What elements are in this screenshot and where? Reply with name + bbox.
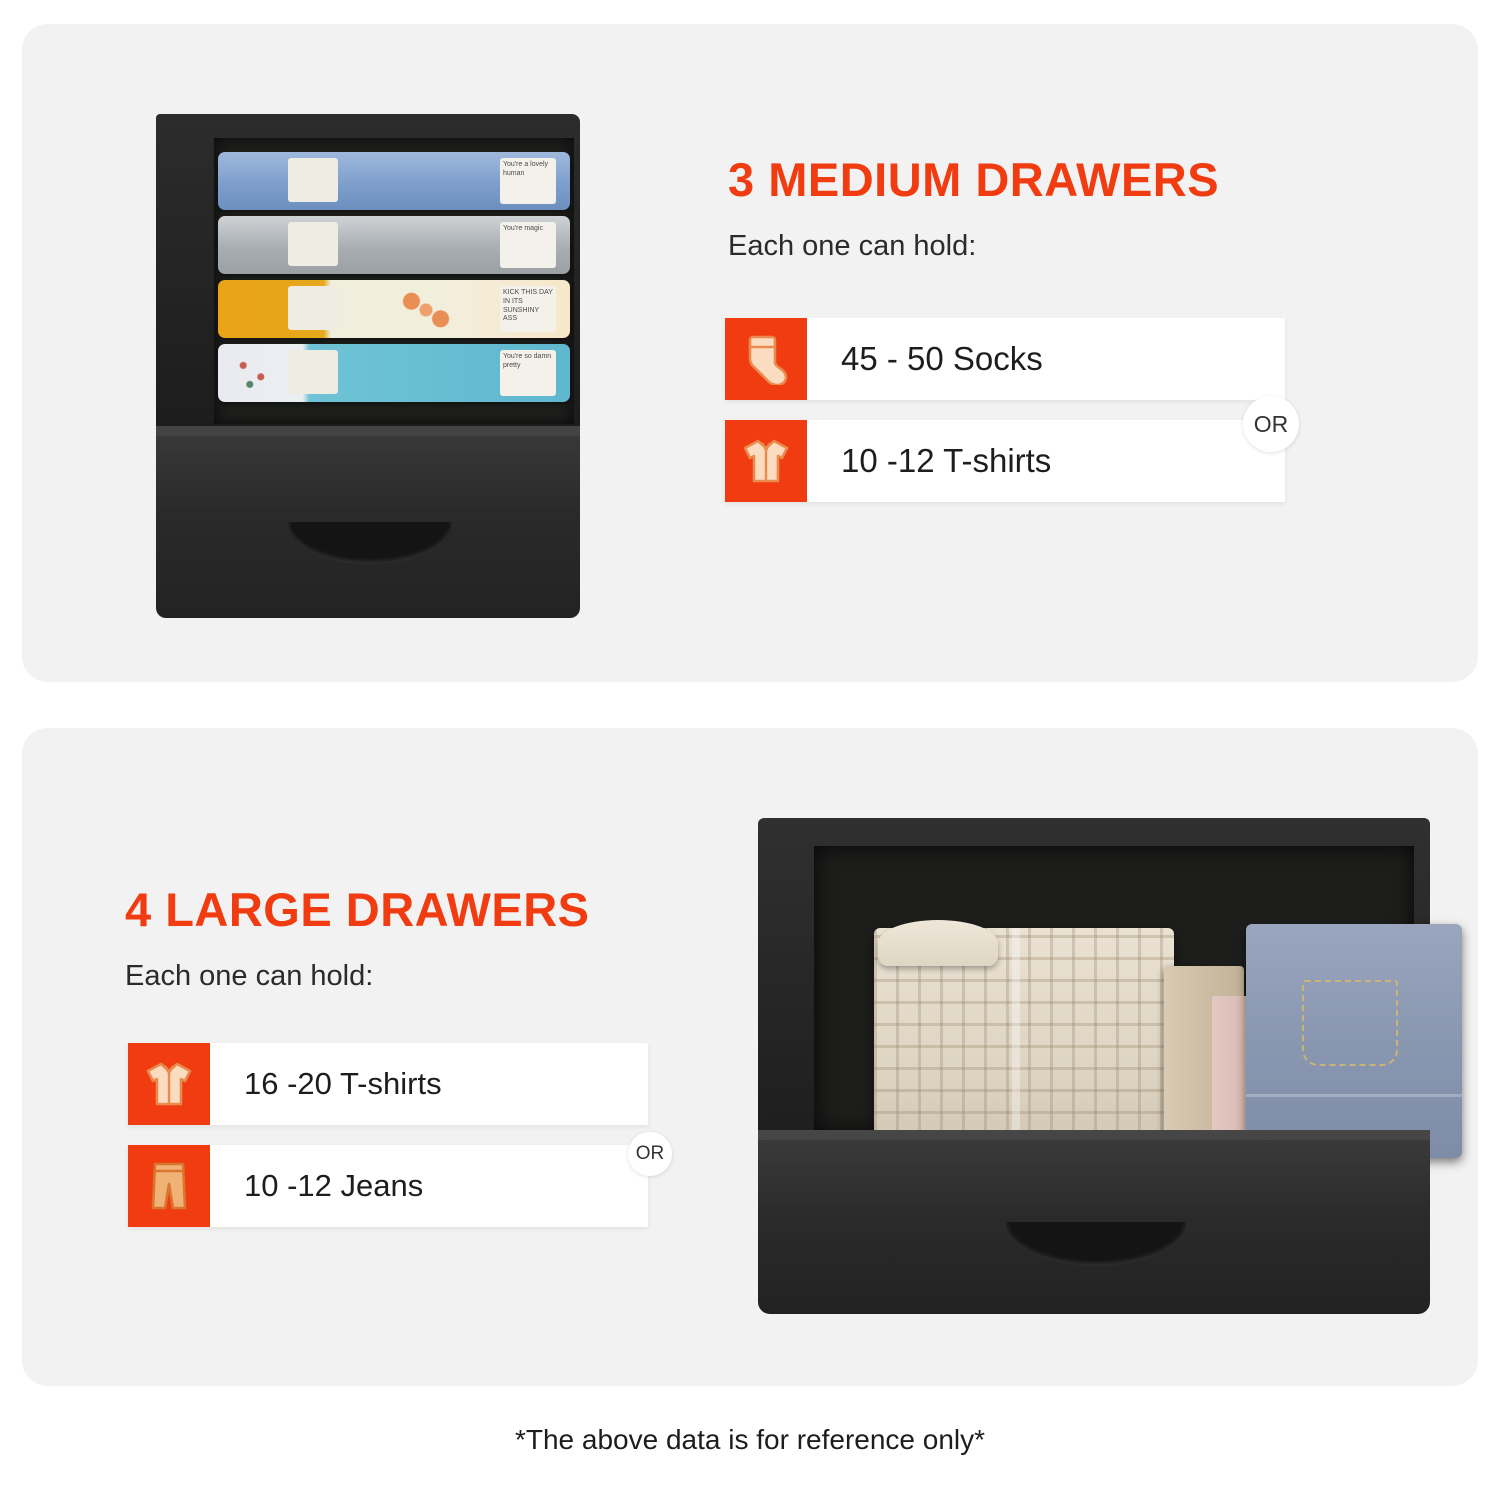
spec-row <box>128 1145 648 1227</box>
medium-spec-list <box>725 318 1285 502</box>
sock-roll <box>218 344 570 402</box>
drawer-handle <box>288 522 452 564</box>
sock-roll <box>218 280 570 338</box>
jeans-icon <box>128 1145 210 1227</box>
spec-row <box>128 1043 648 1125</box>
spec-label: 10 -12 T-shirts <box>841 442 1052 479</box>
sock-label: You're magic <box>500 222 556 268</box>
large-heading: 4 LARGE DRAWERS <box>125 883 590 936</box>
large-spec-list <box>128 1043 648 1227</box>
sock-icon <box>725 318 807 400</box>
spec-label: 10 -12 Jeans <box>244 1168 424 1203</box>
or-badge: OR <box>1243 396 1299 452</box>
sock-label-secondary <box>288 286 338 330</box>
sock-pattern <box>400 288 452 332</box>
drawer-front-panel <box>758 1130 1430 1314</box>
sock-label: KICK THIS DAY IN ITS SUNSHINY ASS <box>500 286 556 332</box>
medium-drawer-photo <box>148 108 588 620</box>
drawer-handle <box>1006 1222 1186 1266</box>
drawer-inner-wall <box>814 846 1414 1132</box>
footnote: *The above data is for reference only* <box>514 1424 986 1455</box>
tshirt-icon <box>128 1043 210 1125</box>
sock-label-secondary <box>288 222 338 266</box>
drawer-interior <box>758 818 1430 1138</box>
medium-heading: 3 MEDIUM DRAWERS <box>728 153 1220 206</box>
sock-roll <box>218 216 570 274</box>
sock-label: You're so damn pretty <box>500 350 556 396</box>
shirt-collar <box>878 920 998 966</box>
folded-jeans <box>1246 924 1462 1158</box>
sock-pattern <box>230 354 274 392</box>
spec-label: 45 - 50 Socks <box>841 340 1043 377</box>
sock-label: You're a lovely human <box>500 158 556 204</box>
spec-row <box>725 318 1285 400</box>
medium-subheading: Each one can hold: <box>728 230 977 262</box>
drawer-front-panel <box>156 426 580 618</box>
large-subheading: Each one can hold: <box>125 960 374 992</box>
sock-pattern <box>230 162 274 200</box>
sock-stack <box>218 152 570 414</box>
drawer-interior <box>156 114 580 434</box>
spec-row <box>725 420 1285 502</box>
or-badge: OR <box>628 1132 672 1176</box>
large-drawer-photo <box>748 812 1440 1318</box>
tshirt-icon <box>725 420 807 502</box>
sock-roll <box>218 152 570 210</box>
sock-label-secondary <box>288 158 338 202</box>
jeans-pocket <box>1302 980 1398 1066</box>
spec-label: 16 -20 T-shirts <box>244 1066 442 1101</box>
jeans-fold-line <box>1246 1094 1462 1097</box>
sock-label-secondary <box>288 350 338 394</box>
